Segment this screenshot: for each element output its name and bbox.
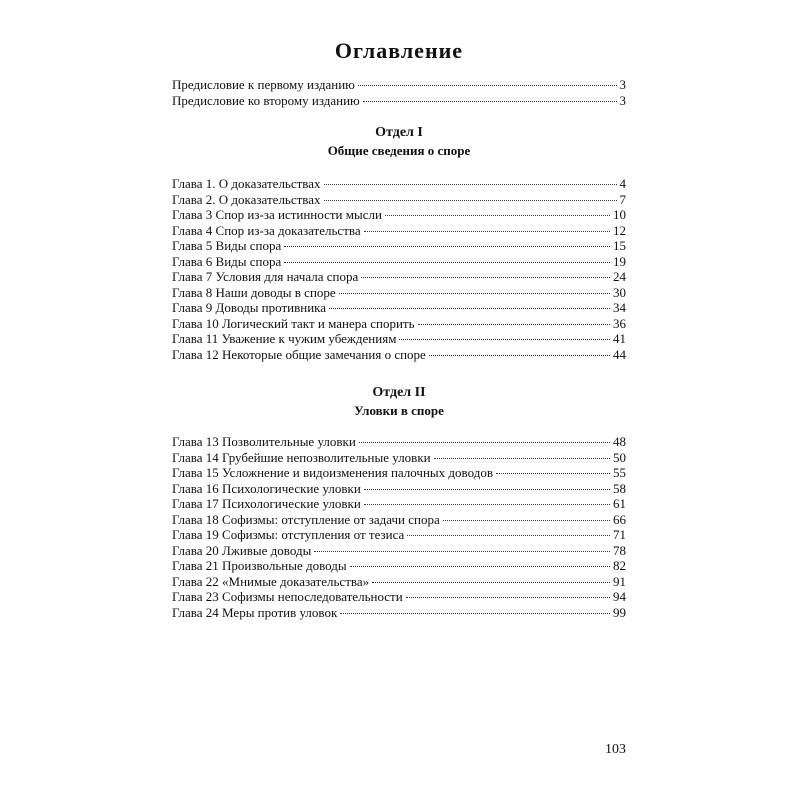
dot-leader — [358, 85, 617, 86]
dot-leader — [406, 597, 610, 598]
toc-entry-page: 66 — [613, 511, 626, 527]
dot-leader — [385, 215, 610, 216]
toc-entry-label: Глава 23 Софизмы непоследовательности — [172, 589, 403, 604]
toc-entry-page: 58 — [613, 480, 626, 496]
toc-entry-label: Глава 8 Наши доводы в споре — [172, 284, 336, 300]
toc-entry[interactable] — [172, 574, 626, 590]
toc-entry-label: Глава 10 Логический такт и манера спорить — [172, 315, 415, 331]
toc-entry-label: Глава 24 Меры против уловок — [172, 604, 338, 620]
dot-leader — [314, 551, 610, 552]
dot-leader — [361, 277, 610, 278]
section-number: Отдел I — [375, 125, 423, 140]
toc-entry-label: Глава 19 Софизмы: отступления от тезиса — [172, 527, 405, 542]
section-name: Общие сведения о споре — [327, 143, 471, 158]
dot-leader — [340, 613, 610, 614]
toc-entry[interactable] — [172, 285, 626, 301]
section-heading — [172, 124, 626, 160]
toc-entry-label: Глава 1. О доказательствах — [172, 176, 321, 191]
toc-entry[interactable] — [172, 300, 626, 316]
dot-leader — [399, 339, 610, 340]
toc-entry-page: 50 — [613, 449, 626, 465]
toc-entry-page: 15 — [613, 238, 626, 253]
toc-entry[interactable] — [172, 207, 626, 223]
section-number: Отдел II — [372, 385, 426, 400]
toc-entry[interactable] — [172, 192, 626, 208]
toc-entry-label: Глава 16 Психологические уловки — [172, 480, 361, 496]
toc-entry-label: Глава 13 Позволительные уловки — [172, 434, 356, 449]
toc-entry[interactable] — [172, 481, 626, 497]
dot-leader — [364, 231, 610, 232]
toc-entry[interactable] — [172, 558, 626, 574]
toc-entry-label: Предисловие к первому изданию — [172, 77, 355, 92]
toc-entry[interactable] — [172, 331, 626, 347]
toc-entry-page: 24 — [613, 269, 626, 284]
toc-entry-label: Глава 22 «Мнимые доказательства» — [172, 573, 370, 589]
dot-leader — [324, 184, 617, 185]
toc-entry-page: 82 — [613, 558, 626, 573]
toc-entry-label: Предисловие ко второму изданию — [172, 92, 360, 108]
toc-entry[interactable] — [172, 316, 626, 332]
toc-entry[interactable] — [172, 254, 626, 270]
page-title: Оглавление — [334, 38, 464, 63]
toc-entry[interactable] — [172, 450, 626, 466]
toc-entry-page: 10 — [613, 207, 626, 222]
toc-entry-page: 99 — [613, 604, 626, 620]
toc-entry[interactable] — [172, 543, 626, 559]
dot-leader — [434, 458, 610, 459]
toc-entry-label: Глава 21 Произвольные доводы — [172, 558, 347, 573]
toc-entry-label: Глава 6 Виды спора — [172, 253, 282, 269]
toc-entry-page: 94 — [613, 589, 626, 604]
toc-entry-page: 19 — [613, 253, 626, 269]
dot-leader — [496, 473, 610, 474]
dot-leader — [443, 520, 610, 521]
toc-entry-label: Глава 11 Уважение к чужим убеждениям — [172, 331, 397, 346]
toc-entry-page: 61 — [613, 496, 626, 511]
toc-entry-page: 78 — [613, 542, 626, 558]
dot-leader — [372, 582, 610, 583]
toc-entry-label: Глава 18 Софизмы: отступление от задачи спора — [172, 511, 440, 527]
section-name: Уловки в споре — [354, 403, 444, 418]
toc-entry[interactable] — [172, 269, 626, 285]
dot-leader — [329, 308, 610, 309]
toc-entry-label: Глава 2. О доказательствах — [172, 191, 321, 207]
toc-entry-label: Глава 5 Виды спора — [172, 238, 282, 253]
dot-leader — [364, 489, 610, 490]
toc-entry-page: 91 — [613, 573, 626, 589]
dot-leader — [359, 442, 610, 443]
toc-entry-page: 3 — [619, 77, 626, 92]
toc-entry[interactable] — [172, 347, 626, 363]
toc-entry-label: Глава 12 Некоторые общие замечания о споре — [172, 346, 426, 362]
toc-entry-page: 44 — [613, 346, 626, 362]
dot-leader — [418, 324, 610, 325]
toc-entry-page: 12 — [613, 222, 626, 238]
section-2-chapters — [172, 434, 626, 620]
toc-entry-page: 30 — [613, 284, 626, 300]
toc-entry-page: 34 — [613, 300, 626, 315]
toc-entry-label: Глава 9 Доводы противника — [172, 300, 327, 315]
prefaces-list — [172, 77, 626, 108]
toc-entry[interactable] — [172, 512, 626, 528]
section-heading — [172, 384, 626, 420]
dot-leader — [407, 535, 610, 536]
toc-entry-page: 48 — [613, 434, 626, 449]
toc-entry[interactable] — [172, 434, 626, 450]
dot-leader — [324, 200, 617, 201]
toc-entry[interactable] — [172, 496, 626, 512]
dot-leader — [429, 355, 610, 356]
toc-entry-page: 71 — [613, 527, 626, 542]
dot-leader — [350, 566, 610, 567]
toc-entry[interactable] — [172, 527, 626, 543]
toc-page — [172, 0, 626, 800]
toc-entry-label: Глава 7 Условия для начала спора — [172, 269, 359, 284]
toc-entry[interactable] — [172, 77, 626, 93]
toc-entry-label: Глава 3 Спор из-за истинности мысли — [172, 207, 382, 222]
toc-entry-page: 36 — [613, 315, 626, 331]
toc-entry[interactable] — [172, 589, 626, 605]
toc-entry-label: Глава 15 Усложнение и видоизменения палочных доводов — [172, 465, 493, 480]
section-1-chapters — [172, 176, 626, 362]
toc-entry-label: Глава 20 Лживые доводы — [172, 542, 312, 558]
toc-entry-page: 41 — [613, 331, 626, 346]
toc-entry[interactable] — [172, 238, 626, 254]
toc-entry-page: 7 — [619, 191, 626, 207]
dot-leader — [284, 262, 610, 263]
dot-leader — [363, 101, 617, 102]
dot-leader — [364, 504, 610, 505]
toc-entry-label: Глава 17 Психологические уловки — [172, 496, 361, 511]
toc-entry[interactable] — [172, 93, 626, 109]
toc-entry-label: Глава 14 Грубейшие непозволительные уловки — [172, 449, 431, 465]
toc-entry-page: 4 — [619, 176, 626, 191]
toc-entry[interactable] — [172, 176, 626, 192]
toc-entry-page: 3 — [619, 92, 626, 108]
toc-entry[interactable] — [172, 605, 626, 621]
toc-entry[interactable] — [172, 465, 626, 481]
dot-leader — [339, 293, 610, 294]
page-number: 103 — [605, 742, 626, 757]
toc-entry-label: Глава 4 Спор из-за доказательства — [172, 222, 361, 238]
toc-entry[interactable] — [172, 223, 626, 239]
dot-leader — [284, 246, 610, 247]
toc-entry-page: 55 — [613, 465, 626, 480]
